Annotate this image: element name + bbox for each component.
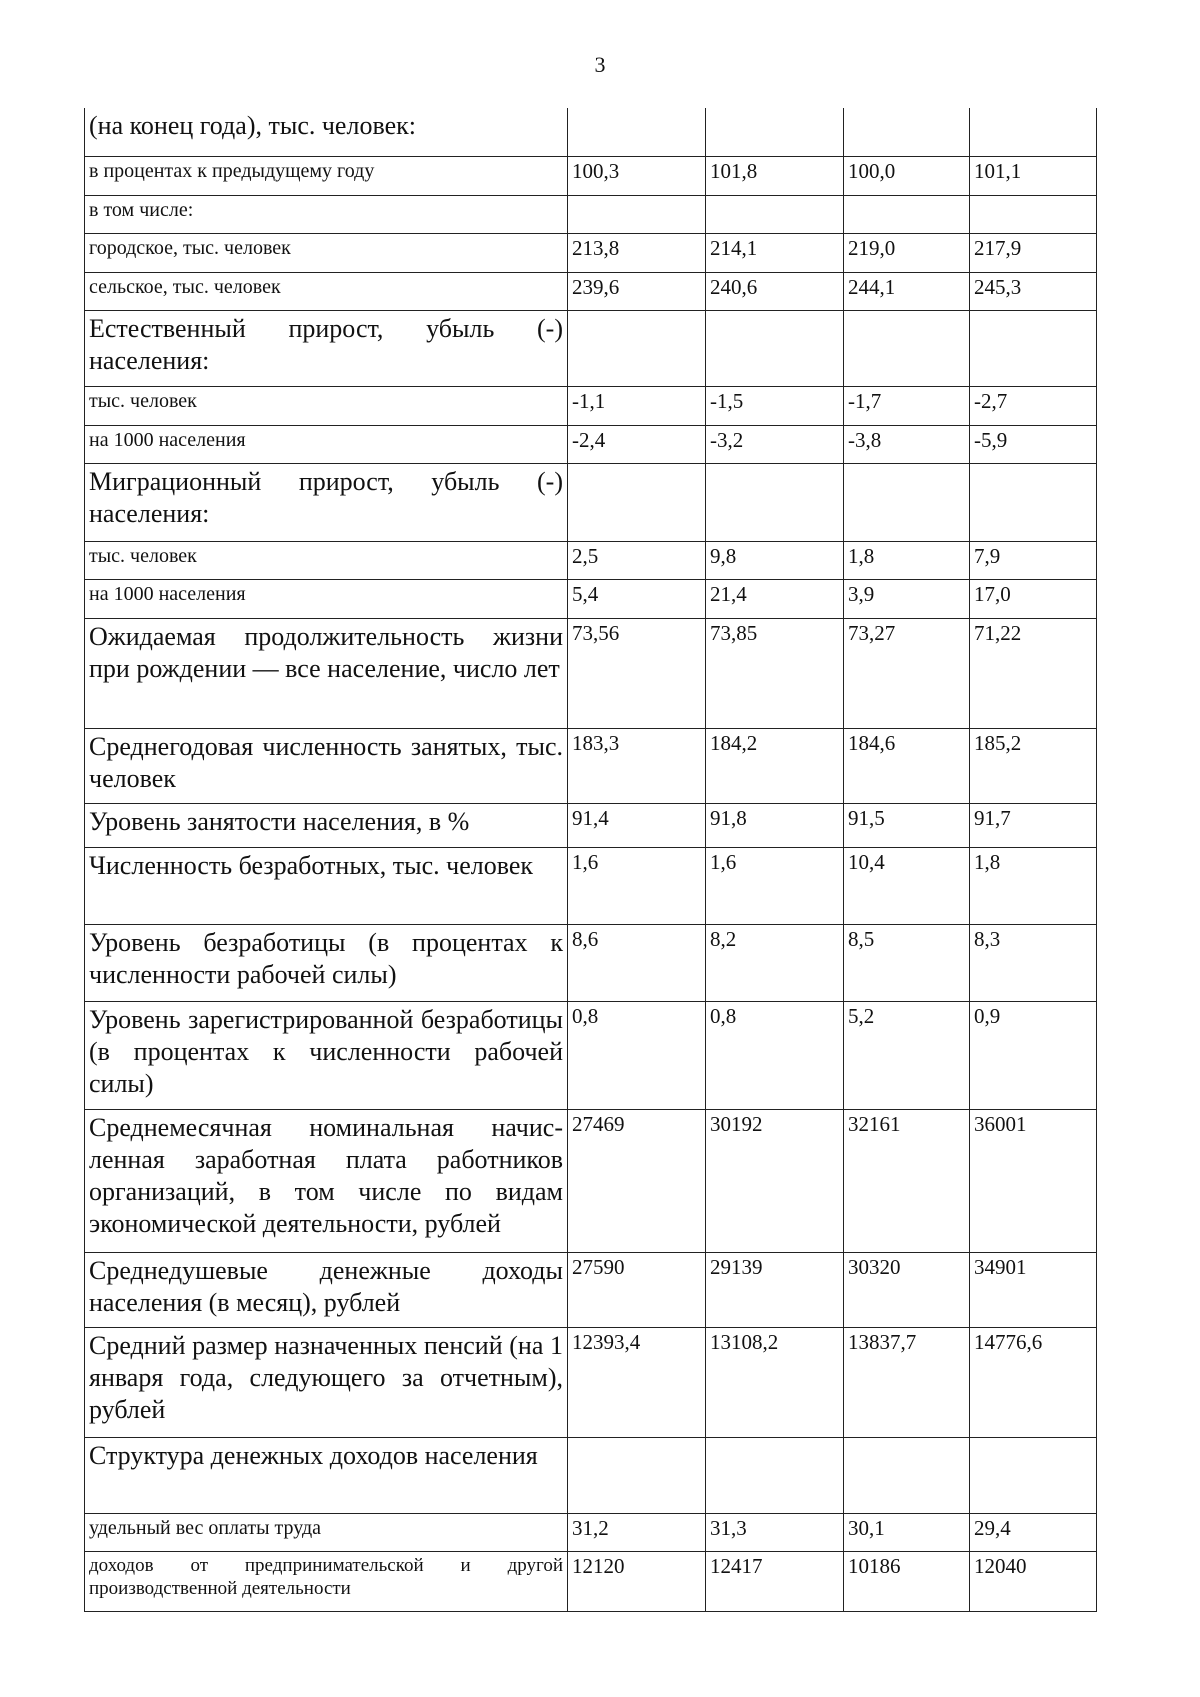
row-label: в процентах к предыдущему году [85, 156, 568, 195]
row-label: тыс. человек [85, 541, 568, 579]
value-cell: 0,8 [568, 1001, 706, 1109]
value-cell: 10186 [844, 1551, 970, 1611]
value-cell: 8,3 [970, 924, 1097, 1001]
value-cell: 36001 [970, 1109, 1097, 1252]
table-row [85, 579, 1097, 618]
table-row [85, 1252, 1097, 1327]
value-cell: 30,1 [844, 1513, 970, 1551]
table-row [85, 803, 1097, 847]
value-cell: 1,6 [706, 847, 844, 924]
row-label: на 1000 населения [85, 579, 568, 618]
row-label: Уровень занятости населения, в % [85, 803, 568, 847]
value-cell: 10,4 [844, 847, 970, 924]
value-cell: 8,5 [844, 924, 970, 1001]
value-cell: 217,9 [970, 233, 1097, 272]
value-cell [844, 463, 970, 541]
value-cell [844, 1437, 970, 1513]
row-label: Естественный прирост, убыль (-) населения: [85, 310, 568, 386]
value-cell [970, 195, 1097, 233]
value-cell: 101,8 [706, 156, 844, 195]
value-cell: 0,9 [970, 1001, 1097, 1109]
table-row [85, 728, 1097, 803]
table-row [85, 386, 1097, 425]
value-cell: 1,6 [568, 847, 706, 924]
row-label: доходов от предпринимательской и другой производственной деятельности [85, 1551, 568, 1611]
value-cell: 32161 [844, 1109, 970, 1252]
value-cell: -3,8 [844, 425, 970, 463]
value-cell: 27469 [568, 1109, 706, 1252]
value-cell [568, 195, 706, 233]
row-label: Средний размер назначенных пенсий (на 1 января года, следующего за отчетным), рублей [85, 1327, 568, 1437]
value-cell: 12040 [970, 1551, 1097, 1611]
value-cell: -2,7 [970, 386, 1097, 425]
value-cell: 73,56 [568, 618, 706, 728]
row-label: (на конец года), тыс. человек: [85, 108, 568, 156]
value-cell: 184,2 [706, 728, 844, 803]
value-cell: 17,0 [970, 579, 1097, 618]
table-row [85, 1109, 1097, 1252]
value-cell: 31,3 [706, 1513, 844, 1551]
value-cell [706, 310, 844, 386]
value-cell: 184,6 [844, 728, 970, 803]
value-cell [706, 108, 844, 156]
value-cell: 12120 [568, 1551, 706, 1611]
row-label: сельское, тыс. человек [85, 272, 568, 310]
value-cell: -2,4 [568, 425, 706, 463]
table-row [85, 108, 1097, 156]
value-cell: 31,2 [568, 1513, 706, 1551]
table-row [85, 1513, 1097, 1551]
value-cell [844, 195, 970, 233]
table-row [85, 310, 1097, 386]
page-number: 3 [594, 52, 606, 77]
value-cell: -3,2 [706, 425, 844, 463]
statistics-table [84, 108, 1097, 1612]
value-cell: 0,8 [706, 1001, 844, 1109]
value-cell: -5,9 [970, 425, 1097, 463]
value-cell: 9,8 [706, 541, 844, 579]
value-cell: 239,6 [568, 272, 706, 310]
value-cell: 100,3 [568, 156, 706, 195]
value-cell [844, 108, 970, 156]
row-label: в том числе: [85, 195, 568, 233]
value-cell: 29,4 [970, 1513, 1097, 1551]
table-row [85, 847, 1097, 924]
value-cell: 12393,4 [568, 1327, 706, 1437]
value-cell: 91,4 [568, 803, 706, 847]
value-cell: 240,6 [706, 272, 844, 310]
row-label: Миграционный прирост, убыль (-) населения: [85, 463, 568, 541]
row-label: тыс. человек [85, 386, 568, 425]
value-cell: 5,4 [568, 579, 706, 618]
value-cell: 213,8 [568, 233, 706, 272]
value-cell: 14776,6 [970, 1327, 1097, 1437]
value-cell: 2,5 [568, 541, 706, 579]
value-cell: 13108,2 [706, 1327, 844, 1437]
table-row [85, 233, 1097, 272]
value-cell: 91,7 [970, 803, 1097, 847]
value-cell [706, 463, 844, 541]
value-cell: -1,5 [706, 386, 844, 425]
table-row [85, 1327, 1097, 1437]
row-label: Среднемесячная номинальная начисленная заработная плата работников организаций, в том числе по видам экономической деятельности, рублей [85, 1109, 568, 1252]
value-cell: 101,1 [970, 156, 1097, 195]
value-cell: 214,1 [706, 233, 844, 272]
value-cell: 12417 [706, 1551, 844, 1611]
value-cell [706, 195, 844, 233]
row-label: Структура денежных доходов населения [85, 1437, 568, 1513]
value-cell: -1,1 [568, 386, 706, 425]
table-row [85, 541, 1097, 579]
value-cell: 3,9 [844, 579, 970, 618]
value-cell [706, 1437, 844, 1513]
row-label: городское, тыс. человек [85, 233, 568, 272]
value-cell [568, 108, 706, 156]
value-cell [568, 310, 706, 386]
row-label: Среднедушевые денежные доходы населения (в месяц), рублей [85, 1252, 568, 1327]
value-cell: 5,2 [844, 1001, 970, 1109]
row-label: на 1000 населения [85, 425, 568, 463]
table-row [85, 1551, 1097, 1611]
value-cell: 27590 [568, 1252, 706, 1327]
value-cell: 29139 [706, 1252, 844, 1327]
value-cell: 185,2 [970, 728, 1097, 803]
table-row [85, 924, 1097, 1001]
value-cell: 34901 [970, 1252, 1097, 1327]
table-row [85, 272, 1097, 310]
value-cell [844, 310, 970, 386]
value-cell: 91,8 [706, 803, 844, 847]
table-row [85, 425, 1097, 463]
value-cell: 21,4 [706, 579, 844, 618]
row-label: Среднегодовая численность занятых, тыс. человек [85, 728, 568, 803]
value-cell: 8,2 [706, 924, 844, 1001]
value-cell: 1,8 [844, 541, 970, 579]
value-cell: 244,1 [844, 272, 970, 310]
value-cell: 219,0 [844, 233, 970, 272]
value-cell: 30320 [844, 1252, 970, 1327]
value-cell [970, 463, 1097, 541]
value-cell: 73,27 [844, 618, 970, 728]
value-cell: 8,6 [568, 924, 706, 1001]
value-cell: 245,3 [970, 272, 1097, 310]
value-cell [568, 463, 706, 541]
table-row [85, 618, 1097, 728]
value-cell: 1,8 [970, 847, 1097, 924]
row-label: Численность безработных, тыс. человек [85, 847, 568, 924]
row-label: удельный вес оплаты труда [85, 1513, 568, 1551]
value-cell: 91,5 [844, 803, 970, 847]
value-cell: 30192 [706, 1109, 844, 1252]
table-row [85, 463, 1097, 541]
value-cell: -1,7 [844, 386, 970, 425]
table-row [85, 156, 1097, 195]
value-cell [970, 1437, 1097, 1513]
row-label: Уровень безработицы (в процентах к численности рабочей силы) [85, 924, 568, 1001]
value-cell [970, 108, 1097, 156]
value-cell [568, 1437, 706, 1513]
row-label: Ожидаемая продолжительность жизни при рождении — все население, число лет [85, 618, 568, 728]
value-cell [970, 310, 1097, 386]
value-cell: 7,9 [970, 541, 1097, 579]
table-row [85, 1437, 1097, 1513]
row-label: Уровень зарегистрированной безработицы (в процентах к численности рабочей силы) [85, 1001, 568, 1109]
table-row [85, 1001, 1097, 1109]
value-cell: 73,85 [706, 618, 844, 728]
table-row [85, 195, 1097, 233]
value-cell: 183,3 [568, 728, 706, 803]
value-cell: 100,0 [844, 156, 970, 195]
value-cell: 13837,7 [844, 1327, 970, 1437]
value-cell: 71,22 [970, 618, 1097, 728]
